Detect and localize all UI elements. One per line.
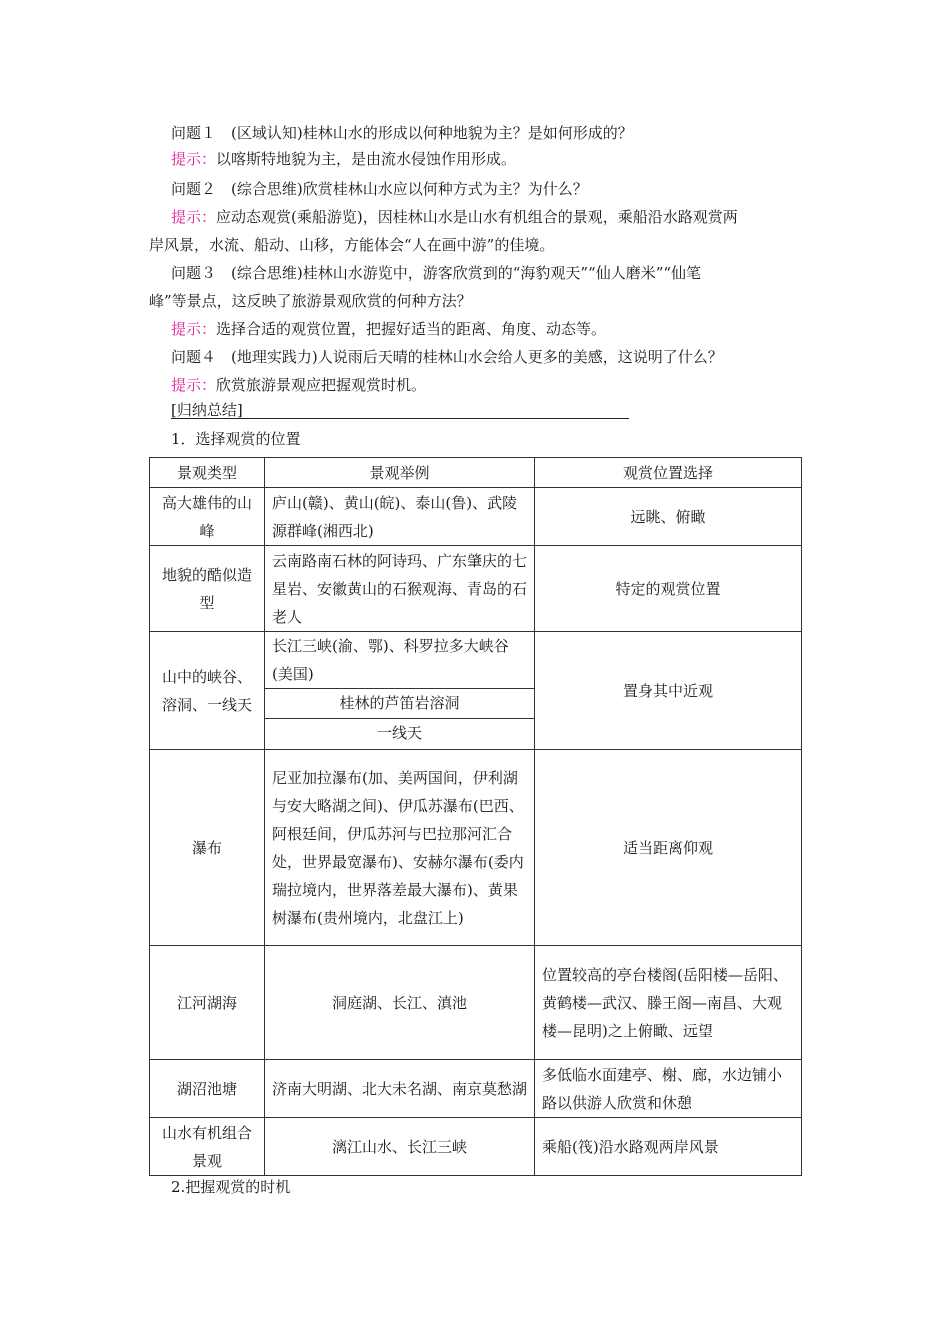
header-example: 景观举例: [265, 458, 535, 488]
table-row: [150, 546, 802, 632]
cell-example-group: [265, 632, 535, 750]
hint-label: 提示：: [171, 208, 217, 226]
hint-text: 应动态观赏(乘船游览)，因桂林山水是山水有机组合的景观，乘船沿水路观赏两: [216, 208, 738, 226]
cell-example: 济南大明湖、北大未名湖、南京莫愁湖: [265, 1060, 535, 1118]
hint-1: [149, 146, 831, 172]
hint-2: [149, 204, 831, 230]
table-row: [150, 946, 802, 1060]
question-2: 问题２ (综合思维)欣赏桂林山水应以何种方式为主？为什么？: [171, 180, 588, 198]
hint-3: [149, 316, 831, 342]
question-3: 问题３ (综合思维)桂林山水游览中，游客欣赏到的“海豹观天”“仙人磨米”“仙笔: [171, 264, 702, 282]
cell-position: 多低临水面建亭、榭、廊，水边铺小路以供游人欣赏和休憩: [535, 1060, 802, 1118]
header-type: 景观类型: [150, 458, 265, 488]
cell-type: 江河湖海: [150, 946, 265, 1060]
hint-label: 提示：: [171, 320, 217, 338]
cell-type: 高大雄伟的山峰: [150, 488, 265, 546]
question-3-continued: 峰”等景点，这反映了旅游景观欣赏的何种方法？: [149, 292, 472, 310]
cell-type: 湖沼池塘: [150, 1060, 265, 1118]
cell-example: 尼亚加拉瀑布(加、美两国间，伊利湖与安大略湖之间)、伊瓜苏瀑布(巴西、阿根廷间，伊瓜苏河与巴拉那河汇合处，世界最宽瀑布)、安赫尔瀑布(委内瑞拉境内，世界落差最大瀑布)、黄果树瀑布(贵州境内，北盘江上): [265, 750, 535, 946]
cell-type: 山水有机组合景观: [150, 1118, 265, 1176]
hint-4: [149, 372, 831, 398]
cell-type: 山中的峡谷、溶洞、一线天: [150, 632, 265, 750]
summary-heading: [归纳总结]: [171, 400, 629, 419]
header-position: 观赏位置选择: [535, 458, 802, 488]
section-2-title: 2.把握观赏的时机: [171, 1178, 291, 1196]
cell-example: 云南路南石林的阿诗玛、广东肇庆的七星岩、安徽黄山的石猴观海、青岛的石老人: [265, 546, 535, 632]
hint-text: 欣赏旅游景观应把握观赏时机。: [216, 376, 427, 394]
hint-label: 提示：: [171, 150, 217, 168]
cell-position: 远眺、俯瞰: [535, 488, 802, 546]
cell-type: 地貌的酷似造型: [150, 546, 265, 632]
cell-example-sub: 桂林的芦笛岩溶洞: [265, 688, 534, 718]
viewing-position-table: [149, 457, 802, 1176]
table-row: [150, 1118, 802, 1176]
hint-2-continued: 岸风景，水流、船动、山移，方能体会“人在画中游”的佳境。: [149, 236, 555, 254]
cell-position: 位置较高的亭台楼阁(岳阳楼—岳阳、黄鹤楼—武汉、滕王阁—南昌、大观楼—昆明)之上俯瞰、远望: [535, 946, 802, 1060]
table-row: [150, 488, 802, 546]
hint-label: 提示：: [171, 376, 217, 394]
cell-example: 漓江山水、长江三峡: [265, 1118, 535, 1176]
hint-text: 选择合适的观赏位置，把握好适当的距离、角度、动态等。: [216, 320, 607, 338]
section-1-title: 1．选择观赏的位置: [171, 430, 301, 448]
question-1: 问题１ (区域认知)桂林山水的形成以何种地貌为主？是如何形成的？: [171, 124, 633, 142]
cell-example: 洞庭湖、长江、滇池: [265, 946, 535, 1060]
table-row: [150, 1060, 802, 1118]
cell-position: 适当距离仰观: [535, 750, 802, 946]
cell-position: 置身其中近观: [535, 632, 802, 750]
cell-example: 庐山(赣)、黄山(皖)、泰山(鲁)、武陵源群峰(湘西北): [265, 488, 535, 546]
cell-example: 长江三峡(渝、鄂)、科罗拉多大峡谷(美国): [272, 637, 509, 683]
question-4: 问题４ (地理实践力)人说雨后天晴的桂林山水会给人更多的美感，这说明了什么？: [171, 348, 723, 366]
cell-position: 特定的观赏位置: [535, 546, 802, 632]
hint-text: 以喀斯特地貌为主，是由流水侵蚀作用形成。: [216, 150, 517, 168]
table-row: [150, 632, 802, 750]
cell-type: 瀑布: [150, 750, 265, 946]
table-header-row: [150, 458, 802, 488]
cell-position: 乘船(筏)沿水路观两岸风景: [535, 1118, 802, 1176]
table-row: [150, 750, 802, 946]
cell-example-sub: 一线天: [265, 718, 534, 748]
